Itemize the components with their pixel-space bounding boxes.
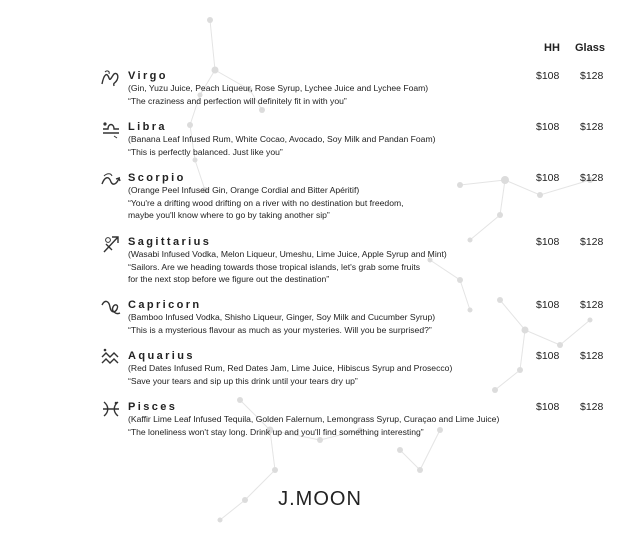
price-glass: $128 [580, 121, 604, 133]
item-name: Capricorn [128, 299, 202, 311]
price-hh: $108 [536, 401, 560, 413]
item-quote: “Save your tears and sip up this drink until your tears dry up” [128, 375, 358, 386]
item-ingredients: (Wasabi Infused Vodka, Melon Liqueur, Umeshu, Lime Juice, Apple Syrup and Mint) [128, 249, 447, 259]
scorpio-icon [100, 170, 122, 190]
hh-column-header: HH [544, 42, 560, 54]
price-glass: $128 [580, 401, 604, 413]
price-hh: $108 [536, 299, 560, 311]
price-glass: $128 [580, 236, 604, 248]
price-glass: $128 [580, 299, 604, 311]
aquarius-icon [100, 348, 122, 368]
price-hh: $108 [536, 172, 560, 184]
item-quote: “The craziness and perfection will definitely fit in with you” [128, 95, 347, 106]
price-hh: $108 [536, 121, 560, 133]
glass-column-header: Glass [575, 42, 605, 54]
item-ingredients: (Banana Leaf Infused Rum, White Cocao, Avocado, Soy Milk and Pandan Foam) [128, 134, 436, 144]
price-glass: $128 [580, 70, 604, 82]
pisces-icon [100, 399, 122, 419]
sagittarius-icon [100, 234, 122, 254]
item-ingredients: (Orange Peel Infused Gin, Orange Cordial and Bitter Apéritif) [128, 185, 360, 195]
item-quote: “Sailors. Are we heading towards those tropical islands, let's grab some fruits [128, 261, 421, 272]
item-ingredients: (Bamboo Infused Vodka, Shisho Liqueur, Ginger, Soy Milk and Cucumber Syrup) [128, 312, 436, 322]
item-ingredients: (Red Dates Infused Rum, Red Dates Jam, Lime Juice, Hibiscus Syrup and Prosecco) [128, 363, 453, 373]
price-hh: $108 [536, 236, 560, 248]
item-quote: “The loneliness won't stay long. Drink up and you'll find something interesting” [128, 426, 424, 437]
libra-icon [100, 119, 122, 139]
capricorn-icon [100, 297, 122, 317]
item-quote-continued: maybe you'll know where to go by taking another sip” [128, 210, 330, 220]
item-quote: “You're a drifting wood drifting on a river with no destination but freedom, [128, 197, 404, 208]
item-name: Pisces [128, 401, 178, 413]
price-hh: $108 [536, 350, 560, 362]
price-glass: $128 [580, 350, 604, 362]
price-glass: $128 [580, 172, 604, 184]
item-quote: “This is perfectly balanced. Just like you” [128, 146, 283, 157]
item-quote-continued: for the next stop before we figure out the destination” [128, 274, 330, 284]
item-quote: “This is a mysterious flavour as much as your mysteries. Will you be surprised?” [128, 324, 432, 335]
item-name: Aquarius [128, 350, 195, 362]
price-hh: $108 [536, 70, 560, 82]
item-name: Virgo [128, 70, 168, 82]
item-name: Libra [128, 121, 167, 133]
item-name: Sagittarius [128, 236, 212, 248]
virgo-icon [100, 68, 122, 88]
item-ingredients: (Gin, Yuzu Juice, Peach Liqueur, Rose Syrup, Lychee Juice and Lychee Foam) [128, 83, 429, 93]
brand-logo: J.MOON [278, 488, 362, 510]
item-ingredients: (Kaffir Lime Leaf Infused Tequila, Golden Falernum, Lemongrass Syrup, Curaçao and Lime Juice) [128, 414, 500, 424]
item-name: Scorpio [128, 172, 186, 184]
